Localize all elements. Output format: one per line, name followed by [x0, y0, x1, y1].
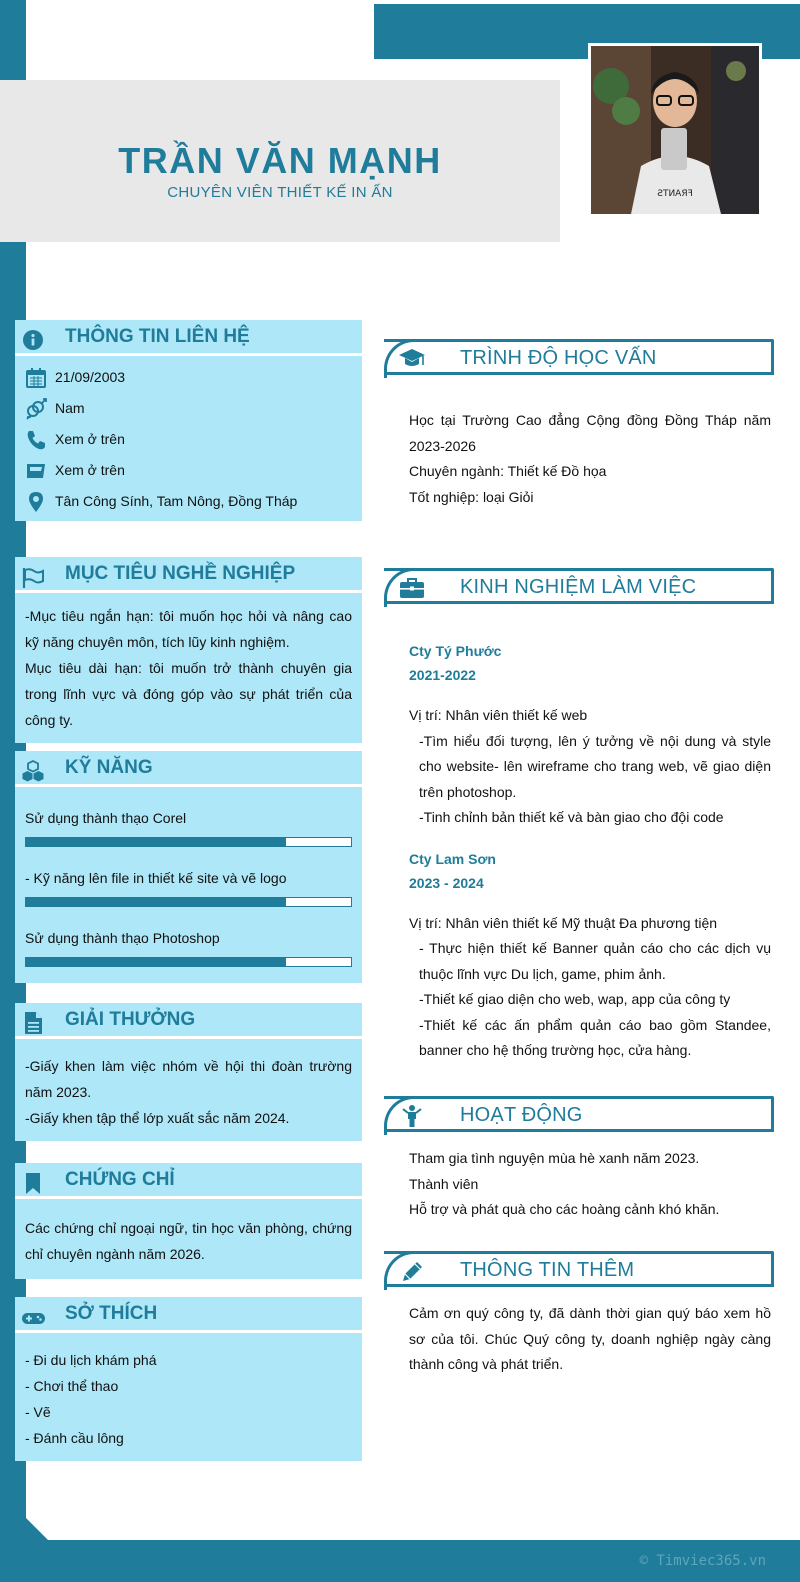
- skill-level-fill: [26, 898, 286, 906]
- skill-level-fill: [26, 958, 286, 966]
- cubes-icon: [21, 759, 45, 783]
- birthday-row: [25, 362, 352, 393]
- education-graduation: Tốt nghiệp: loại Giỏi: [409, 488, 534, 505]
- svg-text:ƧTИAЯꟻ: ƧTИAЯꟻ: [657, 189, 693, 199]
- objective-long-term: Mục tiêu dài hạn: tôi muốn trở thành chuyên gia trong lĩnh vực và đóng góp vào sự phát triển của công ty.: [25, 660, 352, 728]
- skill-label: Sử dụng thành thạo Corel: [25, 810, 187, 826]
- skill-label: - Kỹ năng lên file in thiết kế site và vẽ logo: [25, 870, 287, 886]
- job-position: Vị trí: Nhân viên thiết kế Mỹ thuật Đa phương tiện: [409, 914, 718, 931]
- objective-header: [15, 557, 362, 593]
- job-task: -Thiết kế các ấn phẩm quản cáo bao gồm Standee, banner cho hệ thống trường học, cửa hàng.: [419, 1016, 771, 1058]
- experience-body: [409, 639, 771, 1064]
- envelope-icon: [25, 460, 47, 482]
- graduation-cap-icon: [398, 347, 426, 371]
- contact-section: [15, 320, 362, 521]
- email-value: Xem ở trên: [55, 462, 125, 478]
- document-icon: [21, 1011, 45, 1035]
- activities-body: [409, 1146, 771, 1223]
- skill-label: Sử dụng thành thạo Photoshop: [25, 930, 220, 946]
- phone-row: [25, 424, 352, 455]
- flag-icon: [21, 565, 45, 589]
- award-line: -Giấy khen tập thể lớp xuất sắc năm 2024.: [25, 1110, 290, 1126]
- certificates-text: Các chứng chỉ ngoại ngữ, tin học văn phòng, chứng chỉ chuyên ngành năm 2026.: [25, 1220, 352, 1262]
- hobby-item: - Vẽ: [25, 1404, 51, 1420]
- full-name: TRẦN VĂN MẠNH: [118, 140, 442, 181]
- activities-title: HOẠT ĐỘNG: [460, 1104, 583, 1126]
- additional-info-body: [409, 1301, 771, 1378]
- certificates-section: [15, 1163, 362, 1279]
- education-major: Chuyên ngành: Thiết kế Đồ họa: [409, 463, 607, 479]
- additional-info-text: Cảm ơn quý công ty, đã dành thời gian quý báo xem hồ sơ của tôi. Chúc Quý công ty, doanh nghiệp ngày càng thành công và phát triển.: [409, 1305, 771, 1372]
- address-row: [25, 486, 352, 517]
- job-task: -Thiết kế giao diện cho web, wap, app của công ty: [419, 991, 731, 1007]
- job-title: CHUYÊN VIÊN THIẾT KẾ IN ẤN: [167, 184, 393, 201]
- birthday-value: 21/09/2003: [55, 369, 126, 385]
- address-value: Tân Công Sính, Tam Nông, Đồng Tháp: [55, 493, 298, 509]
- pencil-icon: [398, 1259, 426, 1283]
- awards-section: [15, 1003, 362, 1141]
- education-header: [384, 339, 774, 375]
- skills-section: [15, 751, 362, 983]
- hobby-item: - Chơi thể thao: [25, 1378, 119, 1394]
- name-header: [0, 80, 560, 242]
- objective-section: [15, 557, 362, 743]
- awards-title: GIẢI THƯỞNG: [65, 1009, 196, 1030]
- job-period: 2023 - 2024: [409, 874, 484, 891]
- objective-short-term: -Mục tiêu ngắn hạn: tôi muốn học hỏi và nâng cao kỹ năng chuyên môn, tích lũy kinh nghiệm.: [25, 608, 352, 650]
- gender-row: [25, 393, 352, 424]
- skill-level-bar: [25, 897, 352, 907]
- gender-icon: [25, 398, 47, 420]
- company-name: Cty Lam Sơn: [409, 850, 496, 867]
- job-task: - Thực hiện thiết kế Banner quản cáo cho các dịch vụ thuộc lĩnh vực Du lịch, game, phim ảnh.: [419, 940, 771, 982]
- skill-item: [25, 807, 352, 847]
- gender-value: Nam: [55, 400, 85, 416]
- skills-title: KỸ NĂNG: [65, 757, 153, 778]
- job-task: -Tìm hiểu đối tượng, lên ý tưởng về nội dung và style cho website- lên wireframe cho trang web, vẽ giao diện trên photoshop.: [419, 732, 771, 800]
- objective-title: MỤC TIÊU NGHỀ NGHIỆP: [65, 563, 296, 584]
- skill-item: [25, 867, 352, 907]
- bottom-decor-notch: [26, 1518, 48, 1540]
- certificates-title: CHỨNG CHỈ: [65, 1169, 175, 1190]
- award-line: -Giấy khen làm việc nhóm về hội thi đoàn trường năm 2023.: [25, 1058, 352, 1100]
- additional-info-title: THÔNG TIN THÊM: [460, 1259, 635, 1281]
- activities-header: [384, 1096, 774, 1132]
- hobby-item: - Đánh cầu lông: [25, 1430, 124, 1446]
- calendar-icon: [25, 367, 47, 389]
- contact-header: [15, 320, 362, 356]
- education-body: [409, 408, 771, 510]
- job-entry: [409, 639, 771, 831]
- activity-line: Tham gia tình nguyện mùa hè xanh năm 2023.: [409, 1150, 700, 1166]
- skill-item: [25, 927, 352, 967]
- job-period: 2021-2022: [409, 667, 476, 683]
- hobbies-section: [15, 1297, 362, 1461]
- hobbies-header: [15, 1297, 362, 1333]
- contact-title: THÔNG TIN LIÊN HỆ: [65, 326, 250, 347]
- job-task: -Tinh chỉnh bản thiết kế và bàn giao cho đội code: [419, 809, 724, 825]
- skill-level-fill: [26, 838, 286, 846]
- hobby-item: - Đi du lịch khám phá: [25, 1352, 157, 1368]
- watermark: © Timviec365.vn: [639, 1553, 766, 1569]
- job-position: Vị trí: Nhân viên thiết kế web: [409, 707, 588, 723]
- activity-line: Hỗ trợ và phát quà cho các hoàng cảnh khó khăn.: [409, 1201, 720, 1217]
- person-icon: [398, 1104, 426, 1128]
- info-icon: [21, 328, 45, 352]
- additional-info-header: [384, 1251, 774, 1287]
- job-entry: [409, 847, 771, 1064]
- briefcase-icon: [398, 576, 426, 600]
- email-row: [25, 455, 352, 486]
- profile-photo: [588, 43, 762, 217]
- hobbies-title: SỞ THÍCH: [65, 1303, 158, 1324]
- certificates-header: [15, 1163, 362, 1199]
- education-school: Học tại Trường Cao đẳng Cộng đồng Đồng Tháp năm 2023-2026: [409, 412, 771, 454]
- activity-line: Thành viên: [409, 1175, 479, 1192]
- company-name: Cty Tý Phước: [409, 643, 502, 659]
- awards-header: [15, 1003, 362, 1039]
- phone-value: Xem ở trên: [55, 431, 125, 447]
- gamepad-icon: [21, 1305, 45, 1329]
- skill-level-bar: [25, 957, 352, 967]
- bookmark-icon: [21, 1171, 45, 1195]
- experience-title: KINH NGHIỆM LÀM VIỆC: [460, 576, 697, 598]
- experience-header: [384, 568, 774, 604]
- skill-level-bar: [25, 837, 352, 847]
- skills-header: [15, 751, 362, 787]
- location-pin-icon: [25, 491, 47, 513]
- education-title: TRÌNH ĐỘ HỌC VẤN: [460, 347, 657, 369]
- phone-icon: [25, 429, 47, 451]
